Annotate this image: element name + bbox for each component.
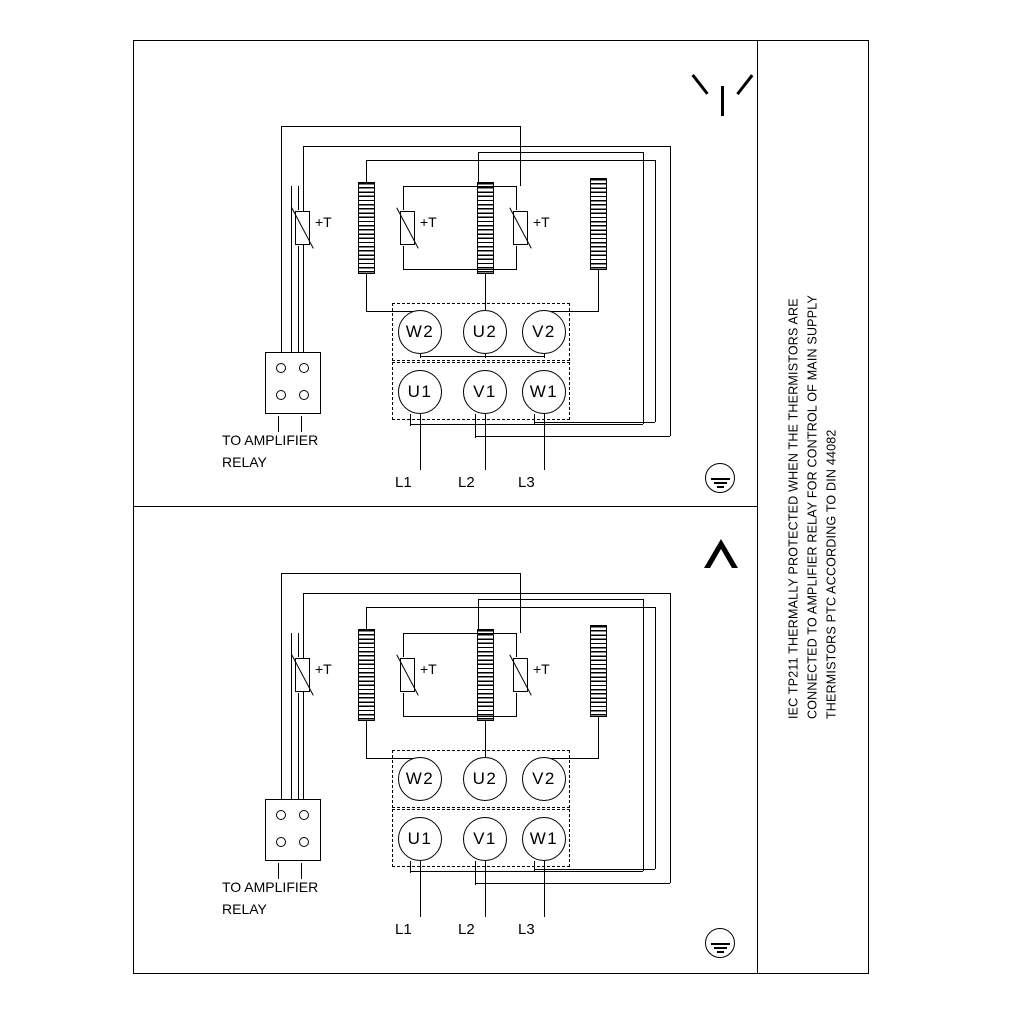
- wire: [516, 246, 517, 270]
- winding-coil: [477, 182, 494, 274]
- wire: [478, 599, 479, 633]
- wire: [655, 607, 656, 869]
- wire: [410, 871, 643, 872]
- wire: [478, 152, 643, 153]
- phase-label-l3: L3: [518, 474, 535, 491]
- wire: [534, 861, 535, 871]
- wire: [598, 717, 599, 759]
- terminal-w2[interactable]: W2: [398, 310, 442, 354]
- wire: [475, 414, 476, 438]
- wire: [478, 152, 479, 186]
- wire: [403, 186, 461, 187]
- winding-coil: [358, 629, 375, 721]
- amplifier-label-line1: TO AMPLIFIER: [222, 432, 319, 448]
- wire: [410, 424, 643, 425]
- wire: [598, 270, 599, 312]
- thermistor-label: +T: [315, 214, 332, 230]
- note-line-3: THERMISTORS PTC ACCORDING TO DIN 44082: [824, 429, 839, 720]
- wire: [298, 246, 299, 360]
- wire: [403, 716, 517, 717]
- delta-symbol: [704, 539, 740, 571]
- phase-label-l1: L1: [395, 921, 412, 938]
- wire: [516, 186, 517, 210]
- wire: [403, 246, 404, 270]
- wire: [298, 693, 299, 807]
- earth-symbol: [704, 927, 738, 961]
- winding-coil: [477, 629, 494, 721]
- terminal-w1[interactable]: W1: [522, 817, 566, 861]
- wire: [420, 354, 421, 358]
- terminal-w2[interactable]: W2: [398, 757, 442, 801]
- wire: [403, 693, 404, 717]
- amplifier-label-line1: TO AMPLIFIER: [222, 879, 319, 895]
- thermistor-1: [291, 655, 339, 695]
- wire: [410, 414, 411, 426]
- wire: [366, 607, 656, 608]
- thermistor-3: [509, 655, 557, 695]
- winding-coil: [358, 182, 375, 274]
- thermistor-2: [396, 208, 444, 248]
- wire: [278, 416, 279, 432]
- phase-label-l2: L2: [458, 921, 475, 938]
- wire: [534, 414, 535, 424]
- terminal-u2[interactable]: U2: [463, 757, 507, 801]
- thermistor-label: +T: [420, 661, 437, 677]
- wire: [301, 863, 302, 879]
- terminal-v1[interactable]: V1: [463, 817, 507, 861]
- terminal-u1[interactable]: U1: [398, 370, 442, 414]
- wire: [475, 883, 670, 884]
- amplifier-label-line2: RELAY: [222, 901, 267, 917]
- wire: [291, 186, 292, 360]
- wire: [281, 573, 282, 807]
- wire: [303, 146, 304, 360]
- wire: [366, 274, 367, 312]
- wire: [520, 573, 521, 633]
- amplifier-terminal-block: [265, 799, 323, 863]
- wire: [366, 160, 656, 161]
- wire: [485, 861, 486, 917]
- wire: [291, 633, 292, 807]
- wire: [303, 593, 671, 594]
- wire: [281, 126, 521, 127]
- wire: [643, 599, 644, 871]
- wire: [520, 126, 521, 186]
- winding-coil: [590, 178, 607, 270]
- winding-coil: [590, 625, 607, 717]
- wire-star-point: [420, 356, 544, 357]
- wire: [298, 633, 299, 657]
- wire: [475, 861, 476, 885]
- wire: [420, 861, 421, 917]
- wire: [298, 186, 299, 210]
- wire: [403, 186, 404, 210]
- thermistor-3: [509, 208, 557, 248]
- wire: [534, 869, 655, 870]
- wire: [544, 354, 545, 358]
- notes-column: [757, 40, 869, 974]
- wire: [475, 436, 670, 437]
- phase-label-l2: L2: [458, 474, 475, 491]
- terminal-u1[interactable]: U1: [398, 817, 442, 861]
- wire: [534, 422, 655, 423]
- wire: [403, 633, 461, 634]
- wire: [670, 593, 671, 883]
- wire: [485, 354, 486, 358]
- wire: [461, 186, 517, 187]
- thermistor-label: +T: [533, 661, 550, 677]
- terminal-w1[interactable]: W1: [522, 370, 566, 414]
- wire: [278, 863, 279, 879]
- wire: [303, 593, 304, 807]
- phase-label-l1: L1: [395, 474, 412, 491]
- wire: [301, 416, 302, 432]
- wire: [655, 160, 656, 422]
- thermistor-label: +T: [420, 214, 437, 230]
- panel-star: [0, 0, 757, 506]
- wire: [403, 269, 517, 270]
- amplifier-terminal-block: [265, 352, 323, 416]
- note-line-2: CONNECTED TO AMPLIFIER RELAY FOR CONTROL OF MAIN SUPPLY: [805, 294, 820, 720]
- note-line-1: IEC TP211 THERMALLY PROTECTED WHEN THE THERMISTORS ARE: [786, 298, 801, 720]
- wire: [410, 861, 411, 873]
- terminal-v2[interactable]: V2: [522, 310, 566, 354]
- wire: [670, 146, 671, 436]
- panel-delta: [0, 447, 757, 974]
- terminal-v2[interactable]: V2: [522, 757, 566, 801]
- wire: [461, 633, 517, 634]
- thermistor-1: [291, 208, 339, 248]
- amplifier-label-line2: RELAY: [222, 454, 267, 470]
- terminal-u2[interactable]: U2: [463, 310, 507, 354]
- thermistor-label: +T: [533, 214, 550, 230]
- thermistor-label: +T: [315, 661, 332, 677]
- wire: [403, 633, 404, 657]
- wire: [516, 633, 517, 657]
- wire: [303, 146, 671, 147]
- wire: [516, 693, 517, 717]
- wire: [281, 573, 521, 574]
- wire: [643, 152, 644, 424]
- phase-label-l3: L3: [518, 921, 535, 938]
- wire: [478, 599, 643, 600]
- wye-symbol: [700, 62, 746, 116]
- wire: [281, 126, 282, 360]
- wire: [366, 721, 367, 759]
- terminal-v1[interactable]: V1: [463, 370, 507, 414]
- thermistor-2: [396, 655, 444, 695]
